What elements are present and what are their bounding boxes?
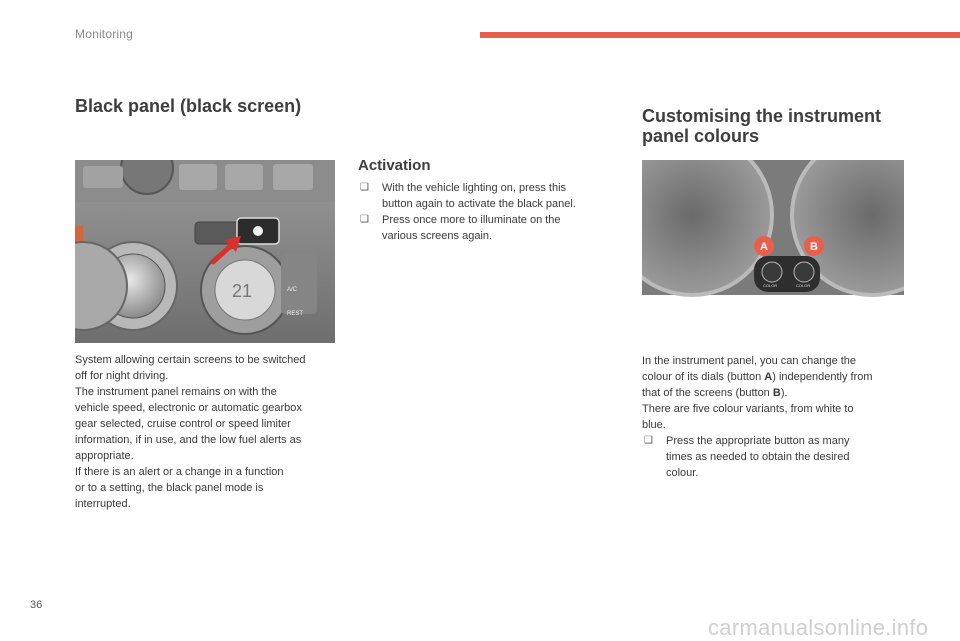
watermark: carmanualsonline.info: [708, 615, 929, 640]
button-b-label: B: [810, 241, 818, 253]
checkbox-bullet-icon: ❑: [360, 182, 369, 193]
list-item: ❑ Press once more to illuminate on the various screens again.: [360, 214, 561, 242]
black-panel-photo: [75, 160, 335, 343]
ac-label: A/C: [287, 287, 298, 293]
temperature-readout: 21: [232, 281, 253, 301]
black-panel-description: System allowing certain screens to be switched off for night driving. The instrument panel remains on with the vehicle speed, electronic or automatic gearbox gear selected, cruise control or speed limiter information, if in use, and the low fuel alerts as appropriate. If there is an alert or a change in a function or to a setting, the black panel mode is interrupted.: [75, 354, 306, 510]
checkbox-bullet-icon: ❑: [360, 214, 369, 225]
page-number: 36: [30, 599, 43, 611]
color-b-label: COLOR: [796, 283, 811, 288]
customising-title: Customising the instrument panel colours: [642, 106, 882, 146]
list-item: ❑ With the vehicle lighting on, press this button again to activate the black panel.: [360, 182, 576, 210]
color-a-label: COLOR: [763, 283, 778, 288]
rest-label: REST: [287, 311, 304, 317]
instrument-panel-photo: [642, 160, 904, 343]
button-a-label: A: [760, 241, 768, 253]
checkbox-bullet-icon: ❑: [644, 435, 653, 446]
customising-description: In the instrument panel, you can change the colour of its dials (button A) independently from that of the screens (button B). There are five colour variants, from white to blue.: [642, 355, 873, 431]
header-accent-bar: [480, 32, 960, 38]
customising-list: [642, 433, 907, 481]
list-item: ❑ Press the appropriate button as many times as needed to obtain the desired colour.: [644, 435, 850, 479]
activation-list: [358, 180, 598, 244]
black-panel-title: Black panel (black screen): [75, 96, 302, 116]
section-label: Monitoring: [75, 27, 134, 41]
activation-title: Activation: [358, 157, 431, 174]
